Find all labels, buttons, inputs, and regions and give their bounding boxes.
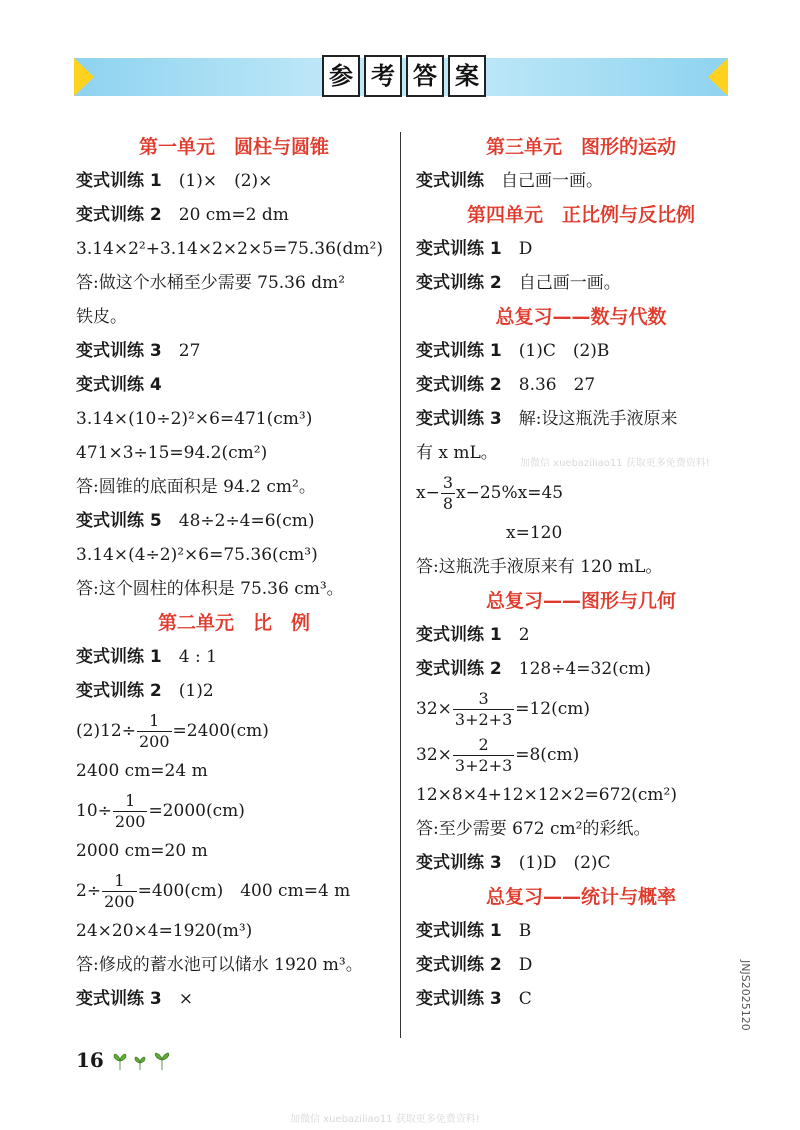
fraction-line: (2)12÷ $\frac{1}{200}$ =2400(cm): [76, 711, 269, 751]
fraction: $\frac{1}{200}$: [104, 871, 135, 911]
exercise-label: 变式训练 2: [416, 375, 502, 395]
title-char: 答: [406, 55, 444, 97]
answer-line: [416, 914, 746, 948]
page-title: [322, 55, 486, 97]
answer-text: 24×20×4=1920(m³): [76, 921, 253, 941]
answer-line: [416, 266, 746, 300]
exercise-label: 变式训练 4: [76, 375, 162, 395]
exercise-label: 变式训练 1: [416, 341, 502, 361]
section-heading: 总复习——数与代数: [495, 306, 667, 328]
answer-text: (1)2: [161, 681, 214, 701]
fraction-line: 32× $\frac{3}{3+2+3}$ =12(cm): [416, 689, 591, 729]
section-heading: 总复习——图形与几何: [485, 590, 676, 612]
answer-text: 有 x mL。: [416, 443, 498, 463]
section-heading: 第二单元 比 例: [157, 612, 310, 634]
answer-text: 4 : 1: [161, 647, 217, 667]
answer-text: 答:做这个水桶至少需要 75.36 dm²: [76, 273, 346, 293]
answer-text: 自己画一画。: [501, 273, 621, 293]
answer-text: 471×3÷15=94.2(cm²): [76, 443, 268, 463]
section-heading: 总复习——统计与概率: [485, 886, 676, 908]
fraction: $\frac{1}{200}$: [138, 711, 170, 751]
watermark-text: 加微信 xuebaziliao11 获取更多免费资料!: [520, 458, 710, 469]
answer-line: [76, 368, 392, 402]
exercise-label: 变式训练 1: [76, 171, 162, 191]
exercise-label: 变式训练 2: [416, 273, 502, 293]
section-heading: 第一单元 圆柱与圆锥: [138, 136, 329, 158]
answer-line: [76, 164, 392, 198]
answer-text: 铁皮。: [76, 307, 127, 327]
fraction: $\frac{3}{8}$: [442, 473, 454, 513]
right-column: [416, 130, 746, 1016]
exercise-label: 变式训练 5: [76, 511, 162, 531]
answer-text: (1)D (2)C: [501, 853, 611, 873]
fraction-line: 10÷ $\frac{1}{200}$ =2000(cm): [76, 791, 245, 831]
answer-text: 3.14×2²+3.14×2×2×5=75.36(dm²): [76, 239, 383, 259]
fraction-line: 32× $\frac{2}{3+2+3}$ =8(cm): [416, 735, 580, 775]
answer-text: 2: [501, 625, 530, 645]
answer-line: [416, 618, 746, 652]
answer-line: [416, 652, 746, 686]
exercise-label: 变式训练 1: [416, 921, 502, 941]
answer-text: (1)× (2)×: [161, 171, 273, 191]
side-code: JNJS2025120: [739, 960, 752, 1031]
title-char: 案: [448, 55, 486, 97]
answer-text: (1)C (2)B: [501, 341, 610, 361]
exercise-label: 变式训练 2: [416, 659, 502, 679]
answer-line: [416, 982, 746, 1016]
answer-text: x=120: [506, 523, 563, 543]
answer-line: [416, 334, 746, 368]
banner-right-triangle: [708, 58, 728, 96]
answer-text: ×: [161, 989, 193, 1009]
fraction: $\frac{2}{3+2+3}$: [454, 735, 513, 775]
exercise-label: 变式训练 2: [76, 681, 162, 701]
sprout-icon: [112, 1050, 176, 1072]
answer-line: [76, 674, 392, 708]
answer-text: 答:修成的蓄水池可以储水 1920 m³。: [76, 955, 363, 975]
answer-text: 答:至少需要 672 cm²的彩纸。: [416, 819, 651, 839]
exercise-label: 变式训练 1: [416, 625, 502, 645]
answer-text: 48÷2÷4=6(cm): [161, 511, 315, 531]
fraction: $\frac{3}{3+2+3}$: [454, 689, 513, 729]
answer-text: 8.36 27: [501, 375, 596, 395]
exercise-label: 变式训练 3: [416, 989, 502, 1009]
exercise-label: 变式训练 3: [416, 853, 502, 873]
answer-text: 自己画一画。: [484, 171, 603, 191]
answer-text: D: [501, 955, 533, 975]
exercise-label: 变式训练 1: [76, 647, 162, 667]
watermark-text: 加微信 xuebaziliao11 获取更多免费资料!: [290, 1114, 480, 1125]
answer-text: D: [501, 239, 533, 259]
answer-line: [416, 402, 746, 436]
exercise-label: 变式训练 3: [76, 341, 162, 361]
answer-text: 解:设这瓶洗手液原来: [501, 409, 678, 429]
answer-line: [416, 948, 746, 982]
answer-text: 2000 cm=20 m: [76, 841, 208, 861]
answer-text: 答:这瓶洗手液原来有 120 mL。: [416, 557, 663, 577]
answer-text: 128÷4=32(cm): [501, 659, 652, 679]
answer-line: [416, 232, 746, 266]
column-divider: [400, 132, 401, 1038]
answer-text: 答:这个圆柱的体积是 75.36 cm³。: [76, 579, 344, 599]
answer-line: [76, 640, 392, 674]
section-heading: 第三单元 图形的运动: [485, 136, 676, 158]
banner-left-triangle: [74, 58, 94, 96]
exercise-label: 变式训练 1: [416, 239, 502, 259]
section-heading: 第四单元 正比例与反比例: [466, 204, 695, 226]
page-number: 16: [76, 1048, 104, 1072]
answer-text: C: [501, 989, 532, 1009]
answer-text: 3.14×(10÷2)²×6=471(cm³): [76, 409, 313, 429]
answer-text: 2400 cm=24 m: [76, 761, 208, 781]
exercise-label: 变式训练: [416, 171, 484, 191]
exercise-label: 变式训练 3: [76, 989, 162, 1009]
exercise-label: 变式训练 3: [416, 409, 502, 429]
answer-line: [76, 334, 392, 368]
answer-text: 12×8×4+12×12×2=672(cm²): [416, 785, 677, 805]
left-column: [76, 130, 392, 1016]
exercise-label: 变式训练 2: [416, 955, 502, 975]
answer-line: [416, 164, 746, 198]
answer-text: 27: [161, 341, 201, 361]
answer-line: [76, 504, 392, 538]
answer-line: [416, 368, 746, 402]
answer-text: B: [501, 921, 532, 941]
answer-text: 3.14×(4÷2)²×6=75.36(cm³): [76, 545, 318, 565]
exercise-label: 变式训练 2: [76, 205, 162, 225]
fraction: $\frac{1}{200}$: [114, 791, 146, 831]
answer-line: [76, 982, 392, 1016]
fraction-line: x− $\frac{3}{8}$ x−25%x=45: [416, 473, 564, 513]
title-char: 参: [322, 55, 360, 97]
answer-line: [416, 846, 746, 880]
answer-text: 20 cm=2 dm: [161, 205, 289, 225]
title-char: 考: [364, 55, 402, 97]
answer-text: 答:圆锥的底面积是 94.2 cm²。: [76, 477, 316, 497]
fraction-line: 2÷ $\frac{1}{200}$ =400(cm) 400 cm=4 m: [76, 871, 351, 911]
answer-line: [76, 198, 392, 232]
